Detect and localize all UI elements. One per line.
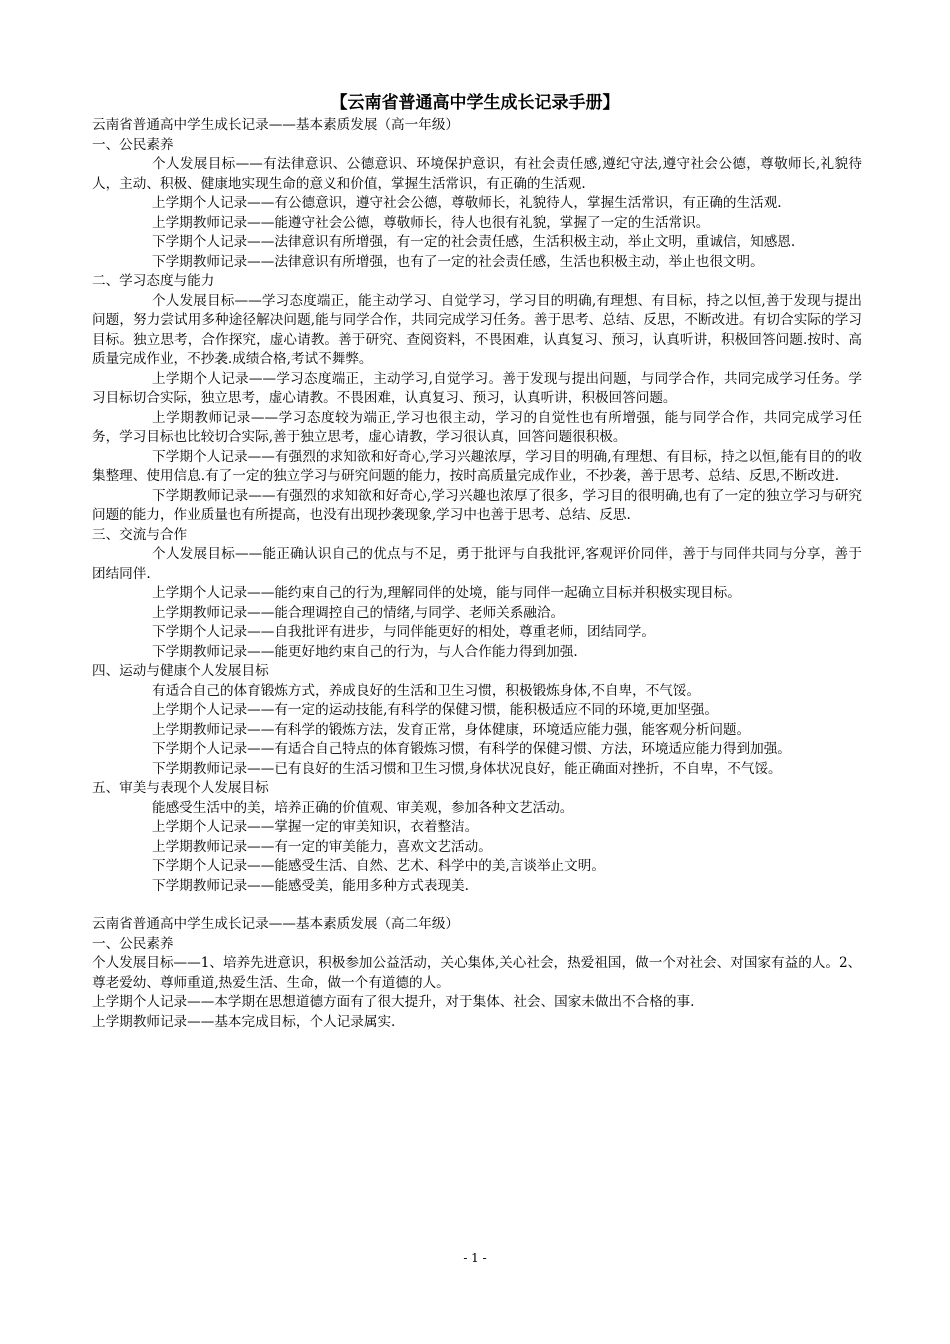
subsection-heading: 四、运动与健康个人发展目标 (92, 663, 269, 679)
record-paragraph: 上学期个人记录——掌握一定的审美知识，衣着整洁。 (152, 819, 479, 835)
record-paragraph: 上学期个人记录——学习态度端正，主动学习,自觉学习。善于发现与提出问题，与同学合作，共同完成学习任务。学习目标切合实际，独立思考，虚心请教。不畏困难，认真复习、预习，认真听讲，积极回答问题。 (92, 370, 862, 406)
record-paragraph: 下学期教师记录——能更好地约束自己的行为，与人合作能力得到加强. (152, 643, 578, 660)
page-number: - 1 - (463, 1251, 487, 1265)
subsection-heading: 一、公民素养 (92, 935, 174, 952)
record-paragraph: 上学期教师记录——能合理调控自己的情绪,与同学、老师关系融洽。 (152, 604, 565, 621)
record-paragraph: 下学期教师记录——能感受美，能用多种方式表现美. (152, 877, 469, 894)
record-paragraph: 上学期个人记录——能约束自己的行为,理解同伴的处境，能与同伴一起确立目标并积极实现目标。 (152, 585, 741, 601)
spacer (92, 896, 862, 915)
goal-paragraph: 个人发展目标——1、培养先进意识，积极参加公益活动，关心集体,关心社会，热爱祖国，做一个对社会、对国家有益的人。2、尊老爱幼、尊师重道,热爱生活、生命，做一个有道德的人。 (92, 955, 862, 991)
record-paragraph: 上学期教师记录——有科学的锻炼方法，发育正常，身体健康，环境适应能力强，能客观分析问题。 (152, 721, 751, 738)
subsection-heading: 一、公民素养 (92, 136, 174, 153)
record-paragraph: 上学期教师记录——学习态度较为端正,学习也很主动，学习的自觉性也有所增强，能与同学合作，共同完成学习任务，学习目标也比较切合实际,善于独立思考，虚心请教，学习很认真，回答问题很积极。 (92, 409, 862, 445)
subsection-heading: 二、学习态度与能力 (92, 273, 215, 289)
record-paragraph: 上学期个人记录——有一定的运动技能,有科学的保健习惯，能积极适应不同的环境,更加坚强。 (152, 702, 718, 718)
section-heading-grade2: 云南省普通高中学生成长记录——基本素质发展（高二年级） (92, 916, 460, 932)
record-paragraph: 上学期个人记录——本学期在思想道德方面有了很大提升，对于集体、社会、国家未做出不合格的事. (92, 994, 695, 1010)
goal-paragraph: 个人发展目标——学习态度端正，能主动学习、自觉学习，学习目的明确,有理想、有目标，持之以恒,善于发现与提出问题，努力尝试用多种途径解决问题,能与同学合作，共同完成学习任务。善于思考、总结、反思，不断改进。有切合实际的学习目标。独立思考，合作探究，虚心请教。善于研究、查阅资料，不畏困难，认真复习、预习，认真听讲，积极回答问题.按时、高质量完成作业，不抄袭.成绩合格,考试不舞弊。 (92, 292, 862, 367)
page-title: 【云南省普通高中学生成长记录手册】 (330, 93, 620, 113)
goal-paragraph: 能感受生活中的美，培养正确的价值观、审美观，参加各种文艺活动。 (152, 799, 574, 816)
goal-paragraph: 有适合自己的体育锻炼方式，养成良好的生活和卫生习惯，积极锻炼身体,不自卑，不气馁。 (152, 682, 701, 699)
goal-paragraph: 个人发展目标——有法律意识、公德意识、环境保护意识，有社会责任感,遵纪守法,遵守社会公德，尊敬师长,礼貌待人，主动、积极、健康地实现生命的意义和价值，掌握生活常识，有正确的生活观. (92, 156, 862, 192)
record-paragraph: 下学期个人记录——能感受生活、自然、艺术、科学中的美,言谈举止文明。 (152, 858, 605, 874)
section-heading-grade1: 云南省普通高中学生成长记录——基本素质发展（高一年级） (92, 117, 460, 133)
record-paragraph: 上学期个人记录——有公德意识，遵守社会公德，尊敬师长，礼貌待人，掌握生活常识，有正确的生活观. (152, 195, 782, 211)
record-paragraph: 上学期教师记录——能遵守社会公德，尊敬师长，待人也很有礼貌，掌握了一定的生活常识。 (152, 214, 710, 231)
subsection-heading: 三、交流与合作 (92, 526, 188, 543)
record-paragraph: 上学期教师记录——有一定的审美能力，喜欢文艺活动。 (152, 838, 492, 855)
record-paragraph: 下学期教师记录——已有良好的生活习惯和卫生习惯,身体状况良好，能正确面对挫折，不自卑，不气馁。 (152, 760, 782, 777)
subsection-heading: 五、审美与表现个人发展目标 (92, 780, 269, 796)
goal-paragraph: 个人发展目标——能正确认识自己的优点与不足，勇于批评与自我批评,客观评价同伴，善于与同伴共同与分享，善于团结同伴. (92, 546, 862, 582)
record-paragraph: 下学期个人记录——有强烈的求知欲和好奇心,学习兴趣浓厚，学习目的明确,有理想、有目标，持之以恒,能有目的的收集整理、使用信息.有了一定的独立学习与研究问题的能力，按时高质量完成作业，不抄袭，善于思考、总结、反思,不断改进. (92, 448, 862, 484)
record-paragraph: 下学期个人记录——法律意识有所增强，有一定的社会责任感，生活积极主动，举止文明，重诚信，知感恩. (152, 234, 796, 250)
record-paragraph: 上学期教师记录——基本完成目标，个人记录属实. (92, 1013, 396, 1030)
record-paragraph: 下学期个人记录——自我批评有进步，与同伴能更好的相处，尊重老师，团结同学。 (152, 624, 655, 640)
record-paragraph: 下学期个人记录——有适合自己特点的体育锻炼习惯，有科学的保健习惯、方法，环境适应能力得到加强。 (152, 741, 791, 757)
document-body (92, 116, 862, 1032)
record-paragraph: 下学期教师记录——有强烈的求知欲和好奇心,学习兴趣也浓厚了很多，学习目的很明确,也有了一定的独立学习与研究问题的能力，作业质量也有所提高，也没有出现抄袭现象,学习中也善于思考、总结、反思. (92, 487, 862, 523)
record-paragraph: 下学期教师记录——法律意识有所增强，也有了一定的社会责任感，生活也积极主动，举止也很文明。 (152, 253, 764, 270)
